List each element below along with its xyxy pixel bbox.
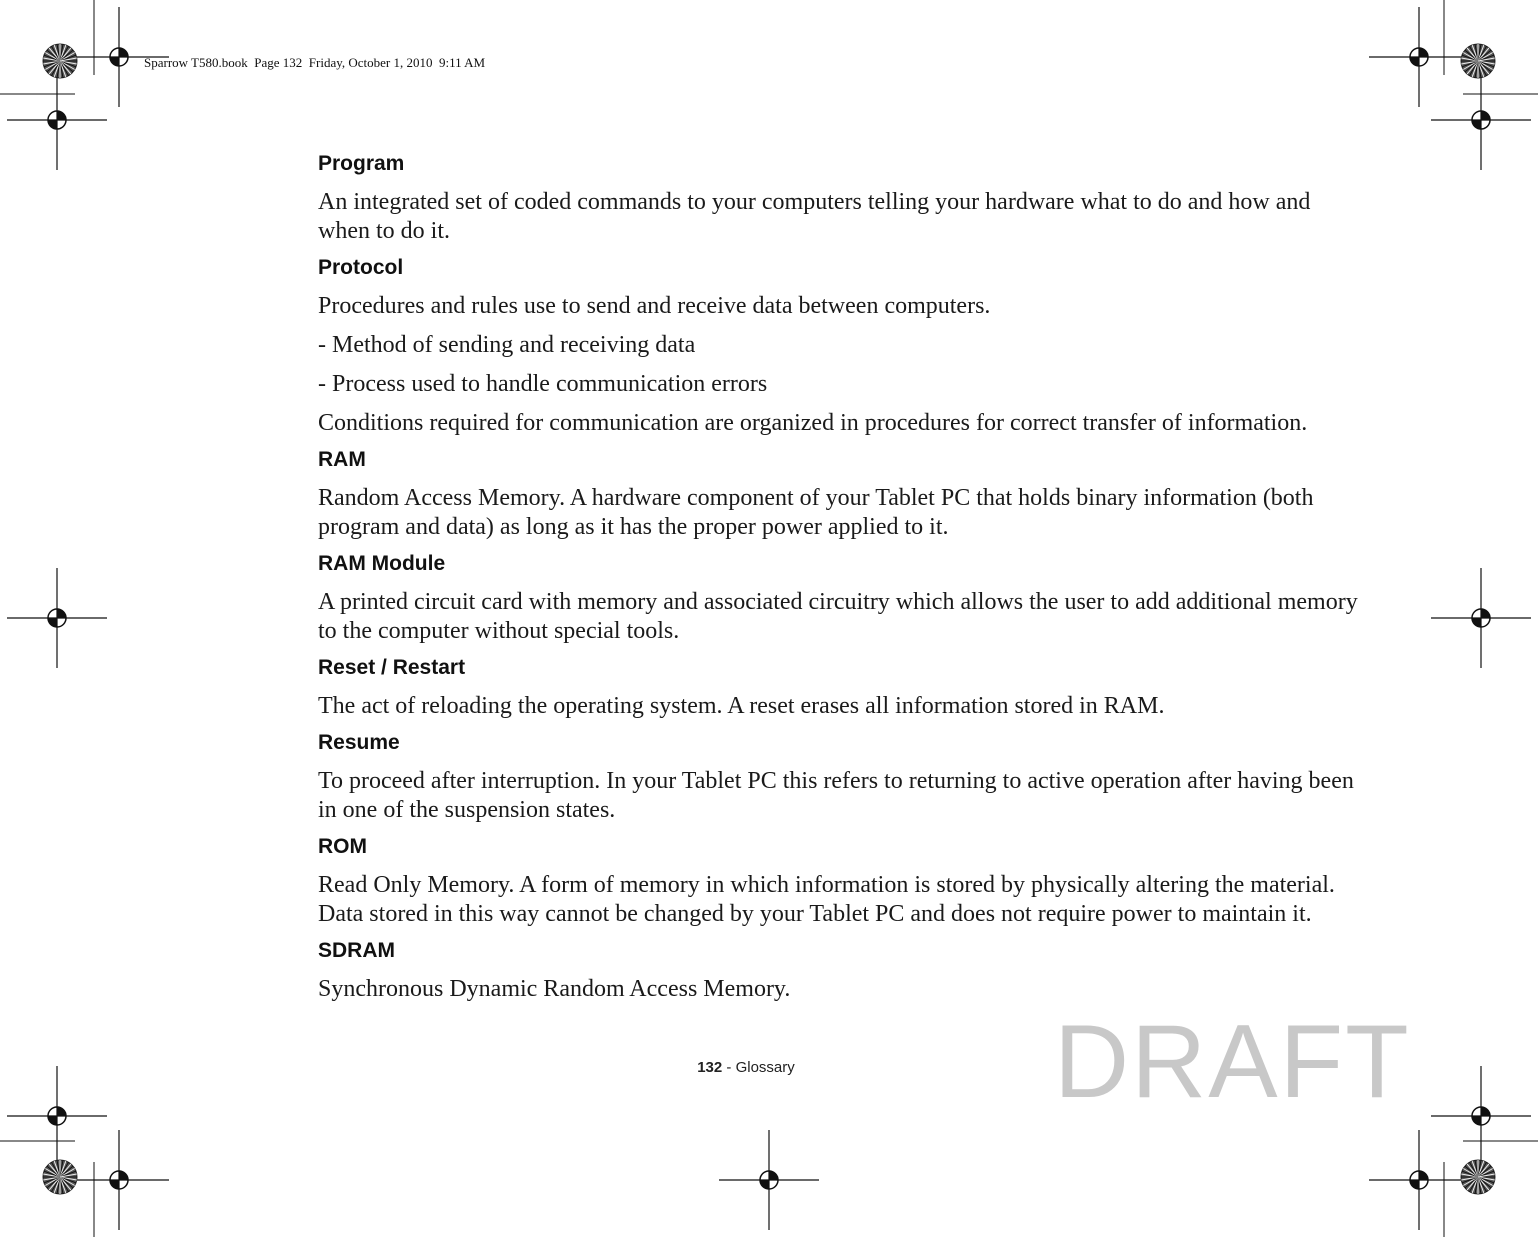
page-number: 132: [697, 1059, 723, 1076]
crosshair-mark-icon: [1369, 7, 1469, 107]
crosshair-mark-icon: [1431, 1066, 1531, 1166]
glossary-term: RAM: [318, 448, 366, 471]
crosshair-mark-icon: [7, 568, 107, 668]
glossary-term: Program: [318, 152, 405, 175]
glossary-definition: Random Access Memory. A hardware component of your Tablet PC that holds binary information (both program and data) as long as it has the proper power applied to it.: [318, 485, 1314, 540]
glossary-definition: To proceed after interruption. In your Tablet PC this refers to returning to active operation after having been in one of the suspension states.: [318, 768, 1354, 823]
glossary-content: [318, 152, 1368, 1014]
glossary-term: Reset / Restart: [318, 656, 466, 679]
crosshair-mark-icon: [1369, 1130, 1469, 1230]
glossary-definition: A printed circuit card with memory and associated circuitry which allows the user to add additional memory to the computer without special tools.: [318, 589, 1358, 644]
glossary-term: Protocol: [318, 256, 404, 279]
glossary-definition: An integrated set of coded commands to your computers telling your hardware what to do and how and when to do it.: [318, 189, 1311, 244]
starburst-mark-icon: [43, 44, 77, 78]
glossary-term: RAM Module: [318, 552, 446, 575]
crosshair-mark-icon: [1431, 568, 1531, 668]
glossary-definition: - Method of sending and receiving data: [318, 332, 696, 358]
crosshair-mark-icon: [7, 1066, 107, 1166]
starburst-mark-icon: [43, 1160, 77, 1194]
glossary-definition: Synchronous Dynamic Random Access Memory.: [318, 976, 791, 1002]
crosshair-mark-icon: [1431, 70, 1531, 170]
glossary-definition: Conditions required for communication are organized in procedures for correct transfer of information.: [318, 410, 1308, 436]
glossary-definition: - Process used to handle communication errors: [318, 371, 768, 397]
draft-watermark: DRAFT: [1054, 1004, 1411, 1120]
crosshair-mark-icon: [69, 1130, 169, 1230]
glossary-definition: Procedures and rules use to send and receive data between computers.: [318, 293, 991, 319]
starburst-mark-icon: [1461, 1160, 1495, 1194]
glossary-term: ROM: [318, 835, 367, 858]
glossary-term: Resume: [318, 731, 400, 754]
crosshair-mark-icon: [7, 70, 107, 170]
crosshair-mark-icon: [719, 1130, 819, 1230]
glossary-definition: Read Only Memory. A form of memory in which information is stored by physically altering the material. Data stored in this way cannot be changed by your Tablet PC and does not require power to maintain it.: [318, 872, 1335, 927]
starburst-mark-icon: [1461, 44, 1495, 78]
footer-section: - Glossary: [722, 1059, 795, 1076]
glossary-definition: The act of reloading the operating system. A reset erases all information stored in RAM.: [318, 693, 1165, 719]
glossary-term: SDRAM: [318, 939, 395, 962]
slug-line: Sparrow T580.book Page 132 Friday, October 1, 2010 9:11 AM: [144, 55, 486, 70]
